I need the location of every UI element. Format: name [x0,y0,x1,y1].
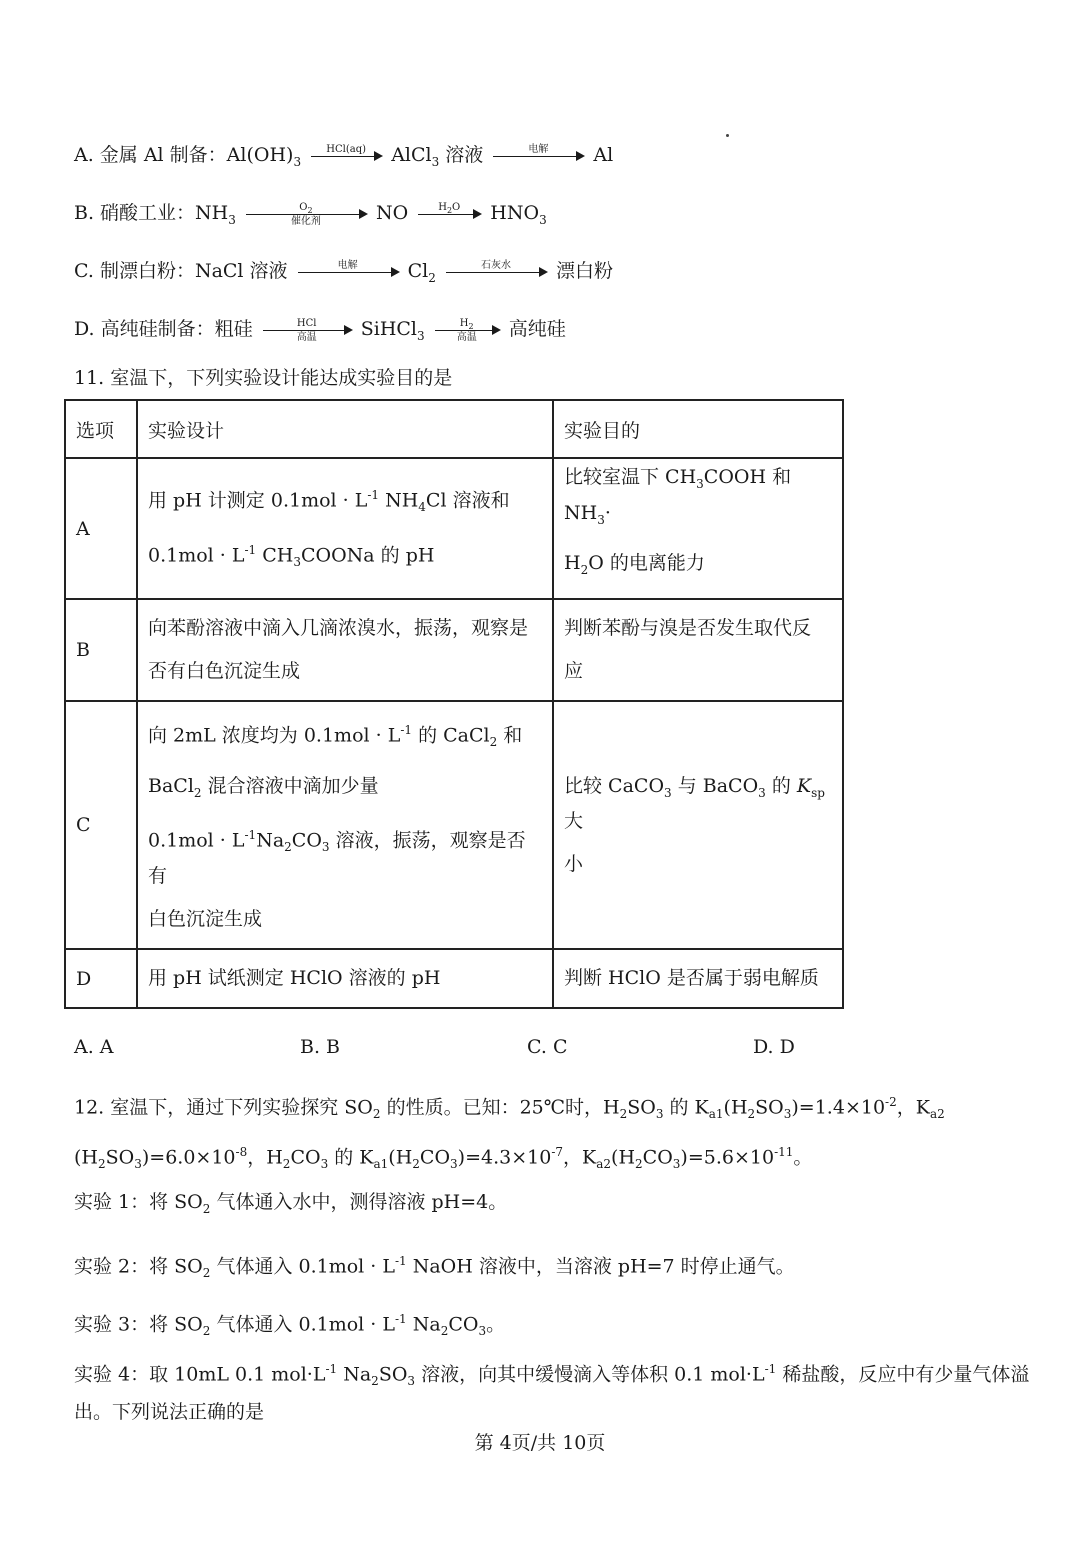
row-design [137,458,553,599]
goal-line: 判断 HClO 是否属于弱电解质 [564,967,819,990]
scan-speck [726,134,729,137]
q11-stem: 11. 室温下，下列实验设计能达成实验目的是 [74,367,453,389]
q11-choice-a: A. A [74,1036,114,1058]
reaction-arrow: 石灰水 [446,255,546,289]
table-row [65,599,843,701]
row-goal [553,701,843,949]
design-line: $0.1mol \cdot L^{-1}$ $CH_3COONa$ 的 pH [148,542,435,569]
row-goal [553,599,843,701]
table-row [65,458,843,599]
goal-line: 小 [564,853,584,876]
q12-experiment-1: 实验 1：将 $SO_2$ 气体通入水中，测得溶液 pH=4。 [74,1191,508,1216]
q10-option-d: D. 高纯硅制备：粗硅 HCl 高温 SiHCl$_3$ $H_2$ 高温 高纯硅 [74,313,566,350]
q11-choice-c: C. C [527,1036,568,1058]
table-row [65,949,843,1008]
header-option: 选项 [65,400,137,458]
design-line: 否有白色沉淀生成 [148,660,301,683]
goal-line: 判断苯酚与溴是否发生取代反 [564,617,812,640]
q11-choice-d: D. D [753,1036,795,1058]
reaction-arrow: 电解 [493,139,583,173]
q10-option-c: C. 制漂白粉：NaCl 溶液 电解 $Cl_2$ 石灰水 漂白粉 [74,255,613,292]
page-number: 第 4页/共 10页 [474,1432,606,1454]
q10-option-a: A. 金属 Al 制备：$Al(OH)_3$ HCl(aq) AlCl$_3$ 溶液 电解 Al [74,139,613,176]
q12-question: 出。下列说法正确的是 [74,1401,265,1423]
header-design: 实验设计 [137,400,553,458]
design-line: BaCl$_2$ 混合溶液中滴加少量 [148,774,379,800]
row-option: A [65,458,137,599]
header-goal: 实验目的 [553,400,843,458]
q12-experiment-4: 实验 4：取 10mL 0.1 $mol\cdot L^{-1}$ $Na_2SO_3$ 溶液，向其中缓慢滴入等体积 0.1 $mol\cdot L^{-1}$ 稀盐酸，反应中有少量气体溢 [74,1362,1030,1389]
design-line: 向苯酚溶液中滴入几滴浓溴水，振荡，观察是 [148,617,529,640]
design-line: 用 pH 试纸测定 HClO 溶液的 pH [148,967,441,990]
row-design [137,599,553,701]
row-option: B [65,599,137,701]
goal-line: 比较室温下 $CH_3COOH$ 和 $NH_3\cdot$ [564,466,792,527]
q10-option-b: B. 硝酸工业：$NH_3$ $O_2$ 催化剂 NO $H_2O$ $HNO_3$ [74,197,547,234]
design-line: $0.1mol \cdot L^{-1}Na_2CO_3$ 溶液，振荡，观察是否有 [148,828,526,888]
reaction-arrow: HCl(aq) [311,139,381,173]
table-header-row [65,400,843,458]
q12-experiment-2: 实验 2：将 $SO_2$ 气体通入 $0.1mol \cdot L^{-1}$ NaOH 溶液中，当溶液 pH=7 时停止通气。 [74,1254,795,1281]
q12-experiment-3: 实验 3：将 $SO_2$ 气体通入 $0.1mol \cdot L^{-1}$ $Na_2CO_3$。 [74,1312,506,1339]
table-row [65,701,843,949]
row-design [137,701,553,949]
goal-line: 比较 CaCO$_3$ 与 BaCO$_3$ 的 $K_{sp}$ 大 [564,774,825,833]
reaction-arrow: $H_2$ 高温 [435,313,499,347]
q11-table [64,399,844,1009]
goal-line: $H_2O$ 的电离能力 [564,551,705,577]
q12-line: $(H_2SO_3)=6.0\times 10^{-8}$，$H_2CO_3$ 的 $K_{a1}(H_2CO_3)=4.3\times 10^{-7}$，$K_{a2}(H_2CO_3)=5.6\times 10^{-11}$。 [74,1145,813,1172]
reaction-arrow: HCl 高温 [263,313,351,347]
goal-line: 应 [564,660,584,683]
design-line: 白色沉淀生成 [148,908,263,931]
design-line: 用 pH 计测定 $0.1mol \cdot L^{-1}$ $NH_4Cl$ 溶液和 [148,487,510,514]
row-option: C [65,701,137,949]
reaction-arrow: $H_2O$ [418,197,480,231]
reaction-arrow: 电解 [298,255,398,289]
row-goal [553,949,843,1008]
row-goal [553,458,843,599]
reaction-arrow: $O_2$ 催化剂 [246,197,366,231]
row-option: D [65,949,137,1008]
q11-choice-b: B. B [300,1036,341,1058]
design-line: 向 2mL 浓度均为 $0.1mol \cdot L^{-1}$ 的 CaCl$_2$ 和 [148,723,523,750]
row-design [137,949,553,1008]
q12-line: 12. 室温下，通过下列实验探究 $SO_2$ 的性质。已知：25℃时，$H_2SO_3$ 的 $K_{a1}(H_2SO_3)=1.4\times 10^{-2}$，$K_{a2}$ [74,1095,945,1122]
